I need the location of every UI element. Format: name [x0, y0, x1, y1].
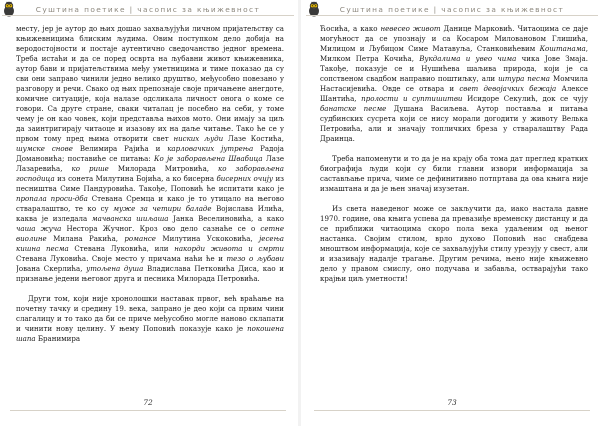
page-gutter — [298, 0, 301, 426]
text-run: Исидоре Секулић, док се чују — [462, 94, 588, 103]
italic-title: тезо о љубави — [226, 254, 284, 263]
italic-title: накорди живота и смрти — [174, 244, 284, 253]
running-header — [306, 3, 598, 16]
text-run: Јована Скерлића, — [16, 264, 87, 273]
text-run: чика Јове Змаја. Такође, показује се и Нушићева шаљива природа, који је са сопственом свадбом направио поштиљку, али — [320, 54, 588, 83]
text-run: Јанка Веселиновића, а како — [168, 214, 284, 223]
text-run: Алексе Шантића, — [320, 84, 588, 103]
italic-title: покошена шапа — [16, 324, 284, 343]
italic-title: свет девојачких бежаја — [459, 84, 557, 93]
italic-title: невесео живот — [380, 24, 441, 33]
text-run: Ћосића, а како — [320, 24, 381, 33]
text-run: Момчила Настасијевића. Овде се отвара и — [320, 74, 588, 93]
italic-title: мачванска шиљаша — [91, 214, 169, 223]
footer-rule — [314, 410, 590, 411]
paragraph — [320, 204, 588, 284]
text-run: Милана Ракића, — [46, 234, 125, 243]
italic-title: шумске снове — [16, 144, 73, 153]
body-text — [16, 24, 284, 390]
text-run: из сонета Милутина Бојића, а ко бисерна — [54, 174, 217, 183]
italic-title: банатске песме — [320, 104, 387, 113]
text-run: Лазе Костића, — [223, 134, 284, 143]
text-run: Други том, који није хронолошки наставак првог, већ враћање на почетну тачку и средину 19. века, запрано је део који са првим чини слагалицу и то тако да би се приче међусобно могле наново склапати и чинити нову целину. У њему Поповић показује како је — [16, 294, 284, 333]
paragraph — [16, 24, 284, 284]
text-run: , Милком Петра Кочића, — [320, 44, 588, 63]
journal-title: Сушт​ина поет​ике | часопис за књижевност — [339, 4, 565, 14]
text-run: Владислава Петковића Диса, као и признање једени његовог друга и песника Милорада Петровића. — [16, 264, 284, 283]
text-run: Стевана Луковића. Своје место у причама наћи ће и — [16, 254, 227, 263]
right-page — [306, 0, 598, 426]
text-run: Душана Васиљева. Аутор поставља и питања судбинских сусрета који се нису морали догодити у животу Велька Петровића, али и значају топличких бреза у стваралаштву Рада Драинца. — [320, 104, 588, 143]
page-number: 73 — [447, 398, 457, 407]
text-run: из песништва Симе Пандуровића. Такође, Поповић ће испитати како је — [16, 174, 284, 193]
footer-rule — [10, 410, 286, 411]
text-run: Милорада Митровића, — [108, 164, 219, 173]
italic-title: бисерних очију — [216, 174, 273, 183]
text-run: Стевана Луковића, или — [68, 244, 175, 253]
body-text — [320, 24, 588, 390]
text-run: Бранимира — [35, 334, 81, 343]
italic-title: утољена душа — [86, 264, 144, 273]
text-run: Војислава Илића, каква је изледала — [16, 204, 284, 223]
paragraph — [320, 154, 588, 194]
text-run: Нестора Жучног. Кроз ово дело сазнаће се о — [61, 224, 261, 233]
page-number: 72 — [143, 398, 153, 407]
italic-title: штура песма — [498, 74, 551, 83]
italic-title: романсе — [124, 234, 156, 243]
italic-title: ко рише — [71, 164, 109, 173]
text-run: Радоја Домановића; поставиће се питања: — [16, 144, 284, 163]
italic-title: јесења кишна песма — [16, 234, 284, 253]
text-run: Милутина Ускоковића, — [155, 234, 260, 243]
italic-title: пролости и суптишитви — [361, 94, 463, 103]
paragraph — [16, 294, 284, 344]
italic-title: ниских људи — [173, 134, 224, 143]
italic-title: пропала проси-дба — [16, 194, 88, 203]
italic-title: чаша жуча — [16, 224, 62, 233]
left-page — [2, 0, 294, 426]
text-run: Велимира Рајића и — [72, 144, 168, 153]
journal-title: Сушт​ина поет​ике | часопис за књижевност — [35, 4, 261, 14]
text-run: Из света наведеног може се закључити да, иако настала давне 1970. године, ова књига успева да превазиђе временску дистанцу и да се приближи читаоцима скоро пола века удаљеним од њеног настанка. Својим стилом, врло духово Поповић нас снабдева мноштвом информација, које се захваљујући стилу урезују у свест, али и изазивају надалје трагање. Другим речима, њено није књижевно дело у правом смислу, оно подучава и забавља, остварајући тако крајњи циљ уметности! — [320, 204, 588, 283]
text-run: Треба напоменути и то да је на крају оба тома дат преглед кратких биографија људи који су били главни извори информација за састављање прича, чиме се дефинитивно потпртава да ова књига није измаштана и да је њен значај изузетан. — [320, 154, 588, 193]
text-run: Данице Марковић. Читаоцима се даје могућност да се упознају и са Косаром Миловановом Глишића, Милицом и Љубицом Симе Матавуља, Станковићевим — [320, 24, 588, 53]
italic-title: Вукдалима и увео чима — [419, 54, 517, 63]
running-header — [2, 3, 294, 16]
text-run: месту, јер је аутор до њих дошао захваљујући личном пријатељству са књижевницима блиским људима. Овим поступком дело добија на веродостојности и постаје аутентично сведочанство једног времена. Треба истаћи и да се поред осврта на љубавни живот књижевника, аутор бави и пријатељствима међу уметницима и тиме показао да су сви они заправо чинили једно велико друштво, међусобно повезано у разговору и речи. Свако од њих препознаје своје причањене анегдоте, комичне ситуације, која налазе одсликала личност онога о коме се говори. Са друге стране, сваки читалац је посебно на себи, у томе чему је он као човек, који представља њихов мото. Они имају за циљ да заинтригирају читаоце и изазову их на даље читање. Тако ће се у првом тому пред њима отворити свет — [16, 24, 284, 143]
paragraph — [320, 24, 588, 144]
text-run: Стевана Сремца и како је то утицало на његово стваралаштво, те ко су — [16, 194, 284, 213]
italic-title: сетне виолине — [16, 224, 284, 243]
italic-title: ко заборављена господица — [16, 164, 284, 183]
italic-title: карловачких јутрења — [167, 144, 254, 153]
italic-title: Коштанама — [539, 44, 586, 53]
italic-title: Ко је заборављена Швабица — [154, 154, 263, 163]
text-run: Лазе Лазаревића, — [16, 154, 284, 173]
italic-title: муже за четири баладе — [113, 204, 212, 213]
